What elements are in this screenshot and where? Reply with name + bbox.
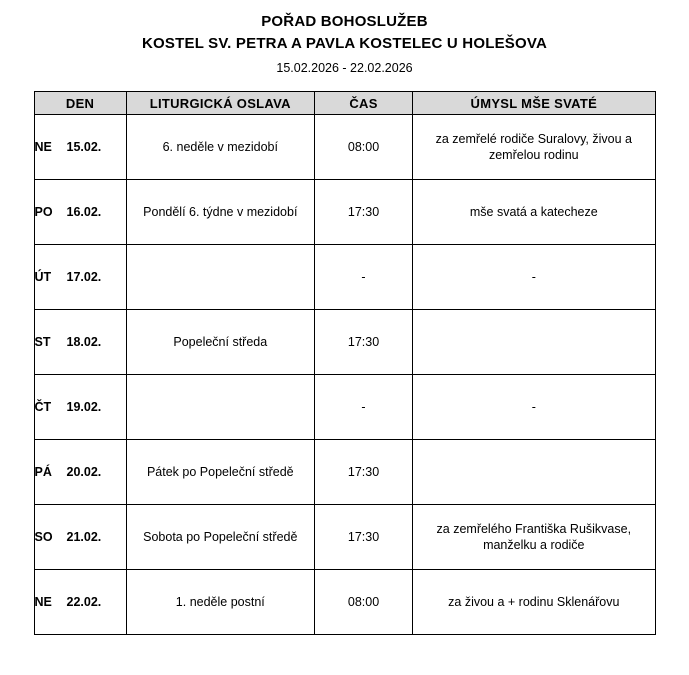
cell-day [34, 570, 126, 635]
schedule-table [34, 91, 656, 635]
cell-time: 17:30 [314, 310, 412, 375]
cell-liturgy: Popeleční středa [126, 310, 314, 375]
cell-day [34, 310, 126, 375]
cell-day-name: ST [34, 335, 51, 349]
table-row [34, 570, 655, 635]
cell-liturgy [126, 375, 314, 440]
cell-intention [413, 440, 655, 505]
cell-day-name: NE [34, 595, 52, 609]
cell-intention: mše svatá a katecheze [413, 180, 655, 245]
cell-day-date: 19.02. [66, 400, 102, 414]
cell-day [34, 375, 126, 440]
cell-day-date: 16.02. [66, 205, 102, 219]
cell-liturgy: Sobota po Popeleční středě [126, 505, 314, 570]
schedule-table-body [34, 115, 655, 635]
cell-day-date: 21.02. [66, 530, 102, 544]
cell-day [34, 180, 126, 245]
cell-liturgy: Pondělí 6. týdne v mezidobí [126, 180, 314, 245]
cell-day-name: PÁ [34, 465, 52, 479]
cell-day-name: PO [34, 205, 53, 219]
cell-time: 17:30 [314, 440, 412, 505]
cell-liturgy: 6. neděle v mezidobí [126, 115, 314, 180]
cell-intention [413, 310, 655, 375]
cell-liturgy: 1. neděle postní [126, 570, 314, 635]
table-header-row [34, 92, 655, 115]
cell-day [34, 505, 126, 570]
document-header [0, 0, 689, 77]
table-row [34, 180, 655, 245]
cell-time: - [314, 245, 412, 310]
schedule-table-wrapper [34, 91, 656, 635]
table-row [34, 505, 655, 570]
cell-day-name: ČT [34, 400, 52, 414]
document-date-range: 15.02.2026 - 22.02.2026 [276, 61, 413, 75]
cell-time: 17:30 [314, 180, 412, 245]
document-subtitle-church: KOSTEL SV. PETRA A PAVLA KOSTELEC U HOLEŠOVA [142, 35, 547, 52]
cell-intention: za zemřelé rodiče Suralovy, živou a zemřelou rodinu [413, 115, 655, 180]
cell-intention: - [413, 375, 655, 440]
cell-time: - [314, 375, 412, 440]
cell-intention: - [413, 245, 655, 310]
table-row [34, 245, 655, 310]
cell-time: 08:00 [314, 570, 412, 635]
cell-time: 17:30 [314, 505, 412, 570]
cell-day-name: NE [34, 140, 52, 154]
table-row [34, 310, 655, 375]
cell-liturgy: Pátek po Popeleční středě [126, 440, 314, 505]
table-row [34, 375, 655, 440]
column-header-time: ČAS [314, 92, 412, 115]
cell-day [34, 115, 126, 180]
cell-day-name: ÚT [34, 270, 52, 284]
cell-day [34, 245, 126, 310]
cell-liturgy [126, 245, 314, 310]
cell-time: 08:00 [314, 115, 412, 180]
cell-day [34, 440, 126, 505]
table-row [34, 440, 655, 505]
cell-day-date: 15.02. [66, 140, 102, 154]
column-header-liturgy: LITURGICKÁ OSLAVA [126, 92, 314, 115]
cell-day-name: SO [34, 530, 53, 544]
cell-day-date: 22.02. [66, 595, 102, 609]
table-row [34, 115, 655, 180]
cell-day-date: 17.02. [66, 270, 102, 284]
cell-intention: za zemřelého Františka Rušikvase, manželku a rodiče [413, 505, 655, 570]
column-header-intention: ÚMYSL MŠE SVATÉ [413, 92, 655, 115]
cell-day-date: 18.02. [66, 335, 102, 349]
column-header-day: DEN [34, 92, 126, 115]
document-title: POŘAD BOHOSLUŽEB [261, 13, 428, 30]
cell-day-date: 20.02. [66, 465, 102, 479]
cell-intention: za živou a + rodinu Sklenářovu [413, 570, 655, 635]
